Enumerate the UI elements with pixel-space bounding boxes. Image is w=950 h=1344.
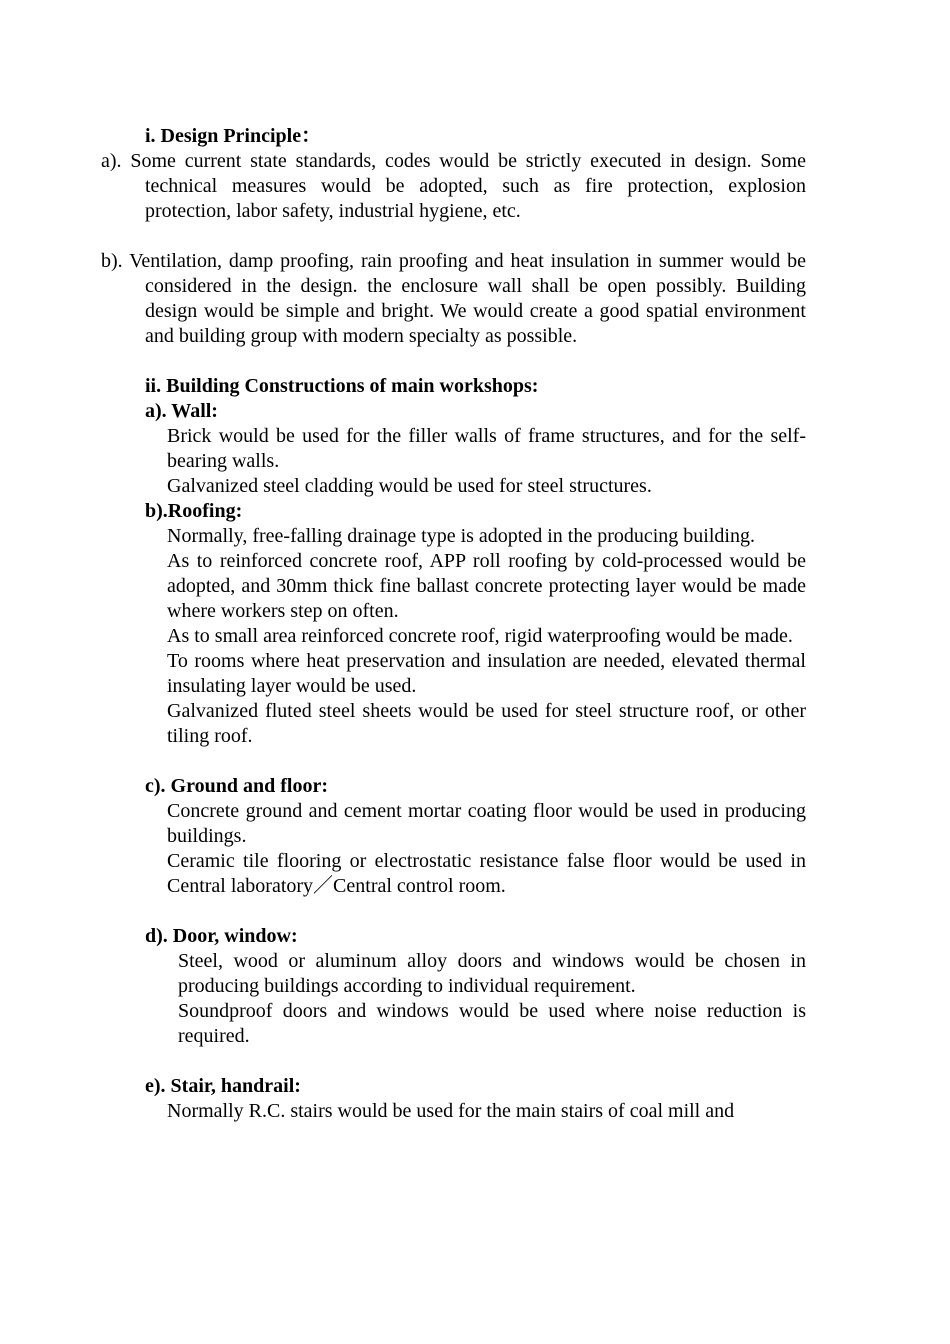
spacer: [145, 899, 806, 924]
spacer: [145, 749, 806, 774]
roofing-paragraph: Normally, free-falling drainage type is adopted in the producing building.: [167, 525, 755, 547]
spacer: [145, 224, 806, 249]
document-page: [101, 124, 806, 1124]
spacer: [145, 349, 806, 374]
roofing-paragraph: Galvanized fluted steel sheets would be used for steel structure roof, or other tiling roof.: [167, 700, 806, 747]
section-i-heading: i. Design Principle：: [145, 125, 322, 147]
roofing-paragraph: As to reinforced concrete roof, APP roll roofing by cold-processed would be adopted, and 30mm thick fine ballast concrete protecting layer would be made where workers step on often.: [167, 550, 806, 622]
stair-handrail-paragraph: Normally R.C. stairs would be used for the main stairs of coal mill and: [167, 1100, 735, 1122]
ground-floor-heading: c). Ground and floor:: [145, 775, 328, 797]
door-window-paragraph: Soundproof doors and windows would be used where noise reduction is required.: [178, 1000, 806, 1047]
roofing-paragraph: As to small area reinforced concrete roof, rigid waterproofing would be made.: [167, 625, 793, 647]
wall-heading: a). Wall:: [145, 400, 218, 422]
wall-paragraph: Galvanized steel cladding would be used for steel structures.: [167, 475, 652, 497]
spacer: [145, 1049, 806, 1074]
roofing-heading: b).Roofing:: [145, 500, 243, 522]
wall-paragraph: Brick would be used for the filler walls of frame structures, and for the self-bearing walls.: [167, 425, 806, 472]
section-ii-heading: ii. Building Constructions of main workshops:: [145, 375, 539, 397]
design-principle-item-b: b). Ventilation, damp proofing, rain proofing and heat insulation in summer would be considered in the design. the enclosure wall shall be open possibly. Building design would be simple and bright. We would create a good spatial environment and building group with modern specialty as possible.: [101, 250, 806, 347]
design-principle-item-a: a). Some current state standards, codes would be strictly executed in design. Some technical measures would be adopted, such as fire protection, explosion protection, labor safety, industrial hygiene, etc.: [101, 150, 806, 222]
ground-floor-paragraph: Concrete ground and cement mortar coating floor would be used in producing buildings.: [167, 800, 806, 847]
door-window-paragraph: Steel, wood or aluminum alloy doors and windows would be chosen in producing buildings according to individual requirement.: [178, 950, 806, 997]
ground-floor-paragraph: Ceramic tile flooring or electrostatic resistance false floor would be used in Central laboratory／Central control room.: [167, 850, 806, 897]
roofing-paragraph: To rooms where heat preservation and insulation are needed, elevated thermal insulating layer would be used.: [167, 650, 806, 697]
stair-handrail-heading: e). Stair, handrail:: [145, 1075, 301, 1097]
door-window-heading: d). Door, window:: [145, 925, 298, 947]
